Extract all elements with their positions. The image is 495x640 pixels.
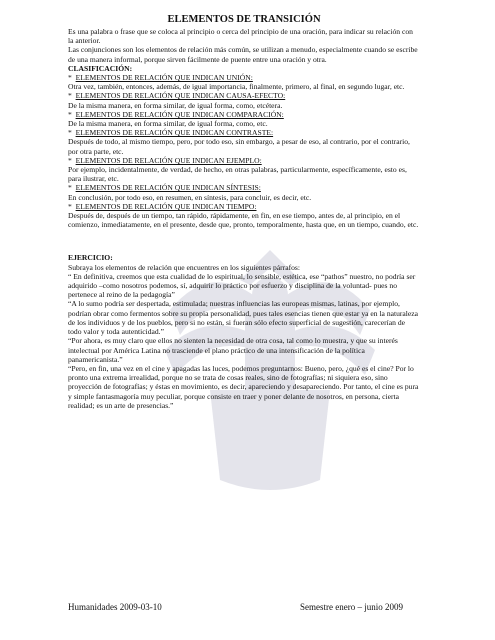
- section-heading: ELEMENTOS DE RELACIÓN QUE INDICAN CAUSA-EFECTO:: [75, 91, 286, 101]
- document-body: [68, 14, 420, 410]
- bullet: *: [68, 128, 72, 138]
- exercise-paragraph-1: “ En definitiva, creemos que esta cualidad de lo espiritual, lo sensible, estética, ese “pathos” nuestro, no podría ser adquirido –como nosotros podemos, sí, adquirir lo práctico por esfuerzo y disciplina de la voluntad- pues no pertenece al reino de la pedagogía”: [68, 271, 416, 300]
- intro-paragraph-2: Las conjunciones son los elementos de relación más común, se utilizan a menudo, especialmente cuando se escribe de una manera informal, porque sirven fácilmente de puente entre una oración y otra.: [68, 45, 418, 64]
- exercise-paragraph-2: “A lo sumo podría ser despertada, estimulada; nuestras influencias las europeas mismas, latinas, por ejemplo, podrían obrar como fermentos sobre su propia personalidad, pues tales esencias tienen que estar ya en la naturaleza de los individuos y de los pueblos, pero si no están, si fueran sólo efecto superficial de sugestión, carecerían de todo valor y toda autenticidad.”: [68, 299, 419, 337]
- exercise-paragraph-4: “Pero, en fin, una vez en el cine y apagadas las luces, podemos preguntarnos: Bueno, pero, ¿qué es el cine? Por lo pronto una extrema irrealidad, porque no se trata de cosas reales, sino de fotografías; ni siquiera eso, sino proyección de fotografías; y éstas en movimiento, es decir, apareciendo y desapareciendo. Por tanto, el cine es pura y simple fantasmagoría muy peculiar, porque consiste en traer y poner delante de nosotros, en persona, cierta realidad; es un arte de presencias.”: [68, 363, 419, 410]
- exercise-instruction: Subraya los elementos de relación que encuentres en los siguientes párrafos:: [68, 262, 300, 272]
- bullet: *: [68, 91, 72, 101]
- section-tiempo: [68, 202, 420, 230]
- bullet: *: [68, 183, 72, 193]
- section-comparacion: [68, 110, 420, 128]
- document-title: ELEMENTOS DE TRANSICIÓN: [167, 14, 321, 25]
- section-heading: ELEMENTOS DE RELACIÓN QUE INDICAN TIEMPO:: [75, 201, 257, 211]
- spacer: [68, 229, 420, 253]
- section-heading: ELEMENTOS DE RELACIÓN QUE INDICAN CONTRASTE:: [75, 128, 274, 138]
- section-heading: ELEMENTOS DE RELACIÓN QUE INDICAN UNIÓN:: [75, 73, 253, 83]
- section-ejemplo: [68, 156, 420, 184]
- section-text: En conclusión, por todo eso, en resumen, en síntesis, para concluir, es decir, etc.: [68, 192, 312, 202]
- bullet: *: [68, 201, 72, 211]
- section-heading: ELEMENTOS DE RELACIÓN QUE INDICAN EJEMPLO:: [75, 155, 262, 165]
- section-text: Después de, después de un tiempo, tan rápido, rápidamente, en fin, en ese tiempo, antes de, al principio, en el comienzo, inmediatamente, en el presente, desde que, pronto, temporalmente, hasta que, en un tiempo, cuando, etc.: [68, 211, 419, 230]
- section-union: [68, 73, 420, 91]
- footer-right: Semestre enero – junio 2009: [300, 602, 403, 612]
- section-text: Por ejemplo, incidentalmente, de verdad, de hecho, en otras palabras, particularmente, específicamente, esto es, para ilustrar, etc.: [68, 165, 407, 184]
- bullet: *: [68, 73, 72, 83]
- bullet: *: [68, 109, 72, 119]
- section-contraste: [68, 128, 420, 156]
- section-sintesis: [68, 183, 420, 201]
- section-text: De la misma manera, en forma similar, de igual forma, como, etcétera.: [68, 100, 283, 110]
- section-heading: ELEMENTOS DE RELACIÓN QUE INDICAN COMPARACIÓN:: [75, 109, 284, 119]
- bullet: *: [68, 155, 72, 165]
- exercise-heading: EJERCICIO:: [68, 253, 113, 263]
- section-text: Después de todo, al mismo tiempo, pero, por todo eso, sin embargo, a pesar de eso, al contrario, por el contrario, por otra parte, etc.: [68, 137, 410, 156]
- exercise-paragraph-3: “Por ahora, es muy claro que ellos no sienten la necesidad de otra cosa, tal como lo muestra, y que su interés intelectual por América Latina no trasciende el plano práctico de una intensificación de la política panamericanista.”: [68, 336, 398, 364]
- intro-paragraph-1: Es una palabra o frase que se coloca al principio o cerca del principio de una oración, para indicar su relación con la anterior.: [68, 27, 413, 46]
- footer-left: Humanidades 2009-03-10: [68, 602, 162, 612]
- section-text: De la misma manera, en forma similar, de igual forma, como, etc.: [68, 119, 268, 129]
- section-text: Otra vez, también, entonces, además, de igual importancia, finalmente, primero, al final, en segundo lugar, etc.: [68, 82, 405, 92]
- classification-heading: CLASIFICACIÓN:: [68, 63, 133, 73]
- section-heading: ELEMENTOS DE RELACIÓN QUE INDICAN SÍNTESIS:: [75, 183, 261, 193]
- section-causa-efecto: [68, 91, 420, 109]
